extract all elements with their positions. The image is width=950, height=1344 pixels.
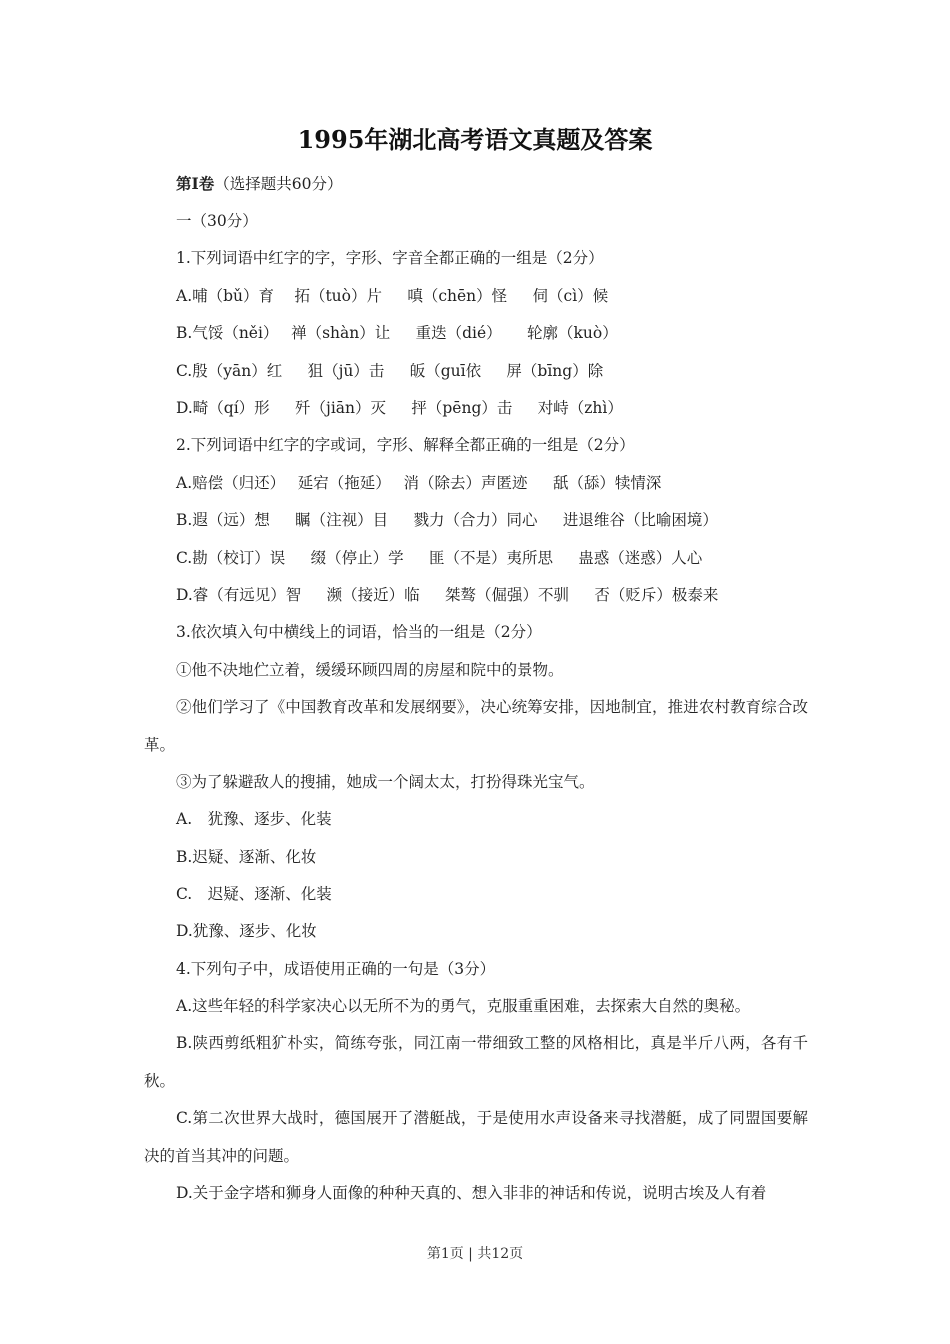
q3-sentence-3: ③为了躲避敌人的搜捕，她成一个阔太太，打扮得珠光宝气。 — [176, 773, 595, 791]
q3-option-b: B.迟疑、逐渐、化妆 — [176, 848, 317, 866]
q4-option-a: A.这些年轻的科学家决心以无所不为的勇气，克服重重困难，去探索大自然的奥秘。 — [176, 997, 751, 1015]
q2-stem: 2.下列词语中红字的字或词，字形、解释全都正确的一组是（2分） — [176, 436, 635, 454]
q1-option-d: D.畸（qí）形 歼（jiān）灭 抨（pēng）击 对峙（zhì） — [176, 399, 623, 417]
q1-option-b: B.气馁（něi） 禅（shàn）让 重迭（dié） 轮廓（kuò） — [176, 324, 618, 342]
q4-option-c: C.第二次世界大战时，德国展开了潜艇战，于是使用水声设备来寻找潜艇，成了同盟国要解决的首当其冲的问题。 — [144, 1109, 808, 1165]
q3-option-a: A. 犹豫、逐步、化装 — [176, 810, 332, 828]
q1-stem: 1.下列词语中红字的字，字形、字音全都正确的一组是（2分） — [176, 249, 604, 267]
q1-option-c: C.殷（yān）红 狙（jū）击 皈（guī依 屏（bīng）除 — [176, 362, 604, 380]
q4-option-b: B.陕西剪纸粗犷朴实，简练夸张，同江南一带细致工整的风格相比，真是半斤八两，各有千秋。 — [144, 1034, 808, 1090]
q2-option-b: B.遐（远）想 瞩（注视）目 戮力（合力）同心 进退维谷（比喻困境） — [176, 511, 718, 529]
q3-sentence-1: ①他不决地伫立着，缓缓环顾四周的房屋和院中的景物。 — [176, 661, 564, 679]
q2-option-c: C.勘（校订）误 缀（停止）学 匪（不是）夷所思 蛊惑（迷惑）人心 — [176, 549, 703, 567]
page-footer: 第1页 | 共12页 — [426, 1246, 524, 1262]
section-heading — [176, 173, 343, 195]
q2-option-a: A.赔偿（归还） 延宕（拖延） 消（除去）声匿迹 舐（舔）犊情深 — [176, 474, 662, 492]
part-heading: 一（30分） — [176, 212, 258, 230]
q3-sentence-2: ②他们学习了《中国教育改革和发展纲要》，决心统筹安排，因地制宜，推进农村教育综合改革。 — [144, 698, 808, 754]
q4-option-d: D.关于金字塔和狮身人面像的种种天真的、想入非非的神话和传说，说明古埃及人有着 — [176, 1184, 767, 1202]
document-title: 1995年湖北高考语文真题及答案 — [297, 125, 653, 154]
q4-stem: 4.下列句子中，成语使用正确的一句是（3分） — [176, 960, 496, 978]
q3-option-c: C. 迟疑、逐渐、化装 — [176, 885, 332, 903]
section-note: （选择题共60分） — [214, 175, 343, 193]
q3-option-d: D.犹豫、逐步、化妆 — [176, 922, 317, 940]
q3-stem: 3.依次填入句中横线上的词语，恰当的一组是（2分） — [176, 623, 542, 641]
section-label: 第Ⅰ卷 — [176, 174, 215, 193]
q1-option-a: A.哺（bǔ）育 拓（tuò）片 嗔（chēn）怪 伺（cì）候 — [176, 287, 609, 305]
q2-option-d: D.睿（有远见）智 濒（接近）临 桀骜（倔强）不驯 否（贬斥）极泰来 — [176, 586, 719, 604]
